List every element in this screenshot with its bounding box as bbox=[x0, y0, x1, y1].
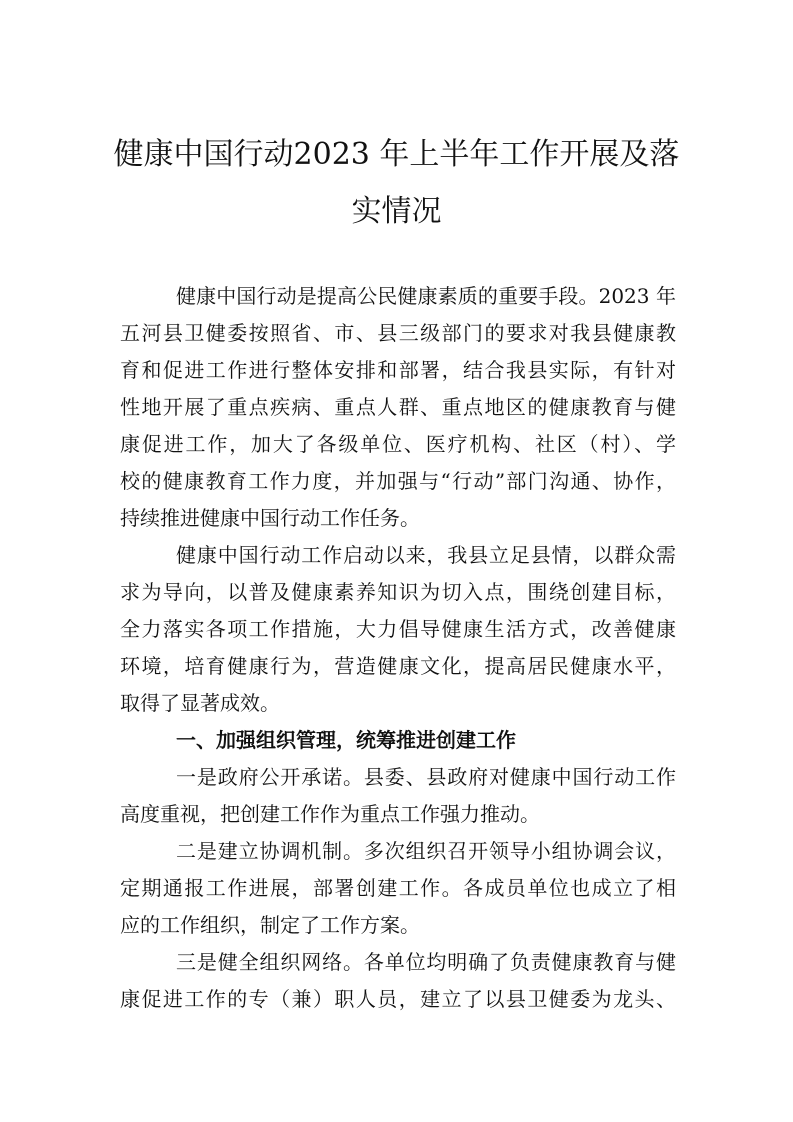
document-body bbox=[120, 278, 676, 1018]
text-line: 持续推进健康中国行动工作任务。 bbox=[120, 506, 420, 530]
paragraph bbox=[120, 944, 676, 1018]
title-line: 实情况 bbox=[351, 194, 442, 229]
paragraph bbox=[120, 537, 676, 722]
text-line: 三是健全组织网络。各单位均明确了负责健康教育与健 bbox=[176, 950, 676, 974]
paragraph bbox=[120, 759, 676, 833]
text-line: 健康中国行动工作启动以来，我县立足县情，以群众需 bbox=[176, 543, 676, 567]
text-line: 应的工作组织，制定了工作方案。 bbox=[120, 913, 420, 937]
text-line: 育和促进工作进行整体安排和部署，结合我县实际，有针对 bbox=[120, 358, 676, 382]
text-line: 定期通报工作进展，部署创建工作。各成员单位也成立了相 bbox=[120, 876, 676, 900]
text-line: 高度重视，把创建工作作为重点工作强力推动。 bbox=[120, 802, 540, 826]
text-line: 康促进工作的专（兼）职人员，建立了以县卫健委为龙头、 bbox=[120, 987, 676, 1011]
text-line: 一是政府公开承诺。县委、县政府对健康中国行动工作 bbox=[176, 765, 676, 789]
text-line: 康促进工作，加大了各级单位、医疗机构、社区（村）、学 bbox=[120, 432, 676, 456]
text-line: 一、加强组织管理，统筹推进创建工作 bbox=[176, 728, 516, 752]
text-line: 校的健康教育工作力度，并加强与“行动”部门沟通、协作， bbox=[120, 469, 676, 493]
paragraph bbox=[120, 833, 676, 944]
text-line: 性地开展了重点疾病、重点人群、重点地区的健康教育与健 bbox=[120, 395, 676, 419]
text-line: 环境，培育健康行为，营造健康文化，提高居民健康水平， bbox=[120, 654, 676, 678]
text-line: 二是建立协调机制。多次组织召开领导小组协调会议， bbox=[176, 839, 676, 863]
title-line: 健康中国行动2023 年上半年工作开展及落 bbox=[113, 137, 680, 172]
paragraph bbox=[120, 278, 676, 537]
text-line: 健康中国行动是提高公民健康素质的重要手段。2023 年 bbox=[176, 284, 676, 308]
document-title bbox=[110, 126, 683, 240]
text-line: 求为导向，以普及健康素养知识为切入点，围绕创建目标， bbox=[120, 580, 676, 604]
text-line: 五河县卫健委按照省、市、县三级部门的要求对我县健康教 bbox=[120, 321, 676, 345]
section-heading bbox=[120, 722, 676, 759]
text-line: 全力落实各项工作措施，大力倡导健康生活方式，改善健康 bbox=[120, 617, 676, 641]
text-line: 取得了显著成效。 bbox=[120, 691, 280, 715]
